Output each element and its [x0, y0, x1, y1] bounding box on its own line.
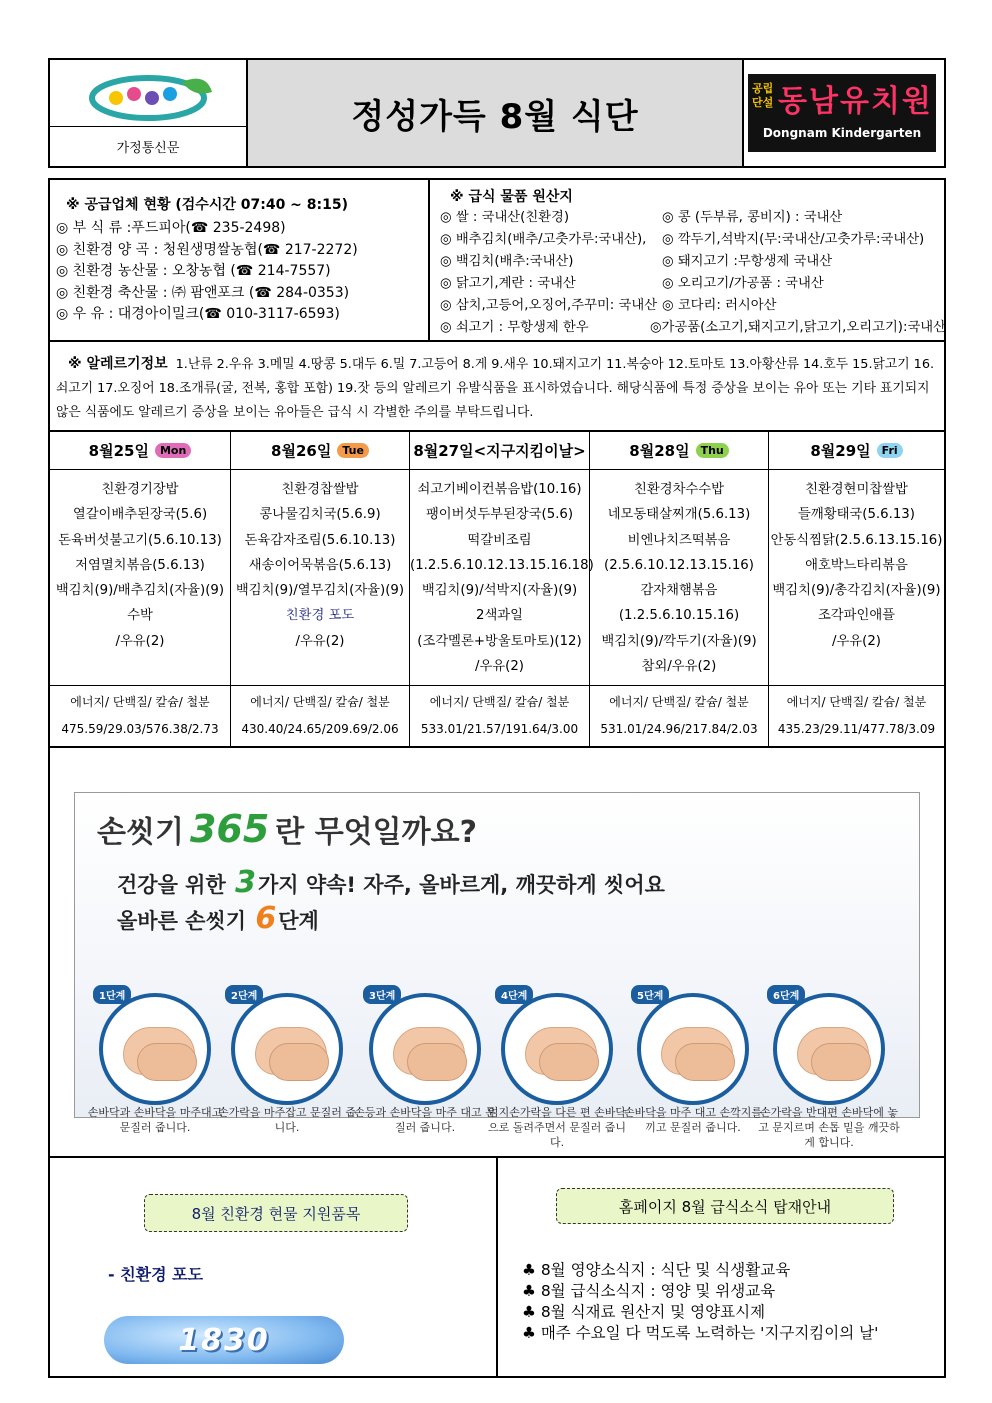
list-item: ♣ 8월 영양소식지 : 식단 및 식생활교육: [522, 1261, 791, 1279]
menu-items: [50, 470, 230, 686]
nutrition-info: [50, 686, 230, 743]
handwash-poster: [74, 792, 920, 1149]
origin-row: [440, 317, 946, 339]
origin-cell: ◎ 쇠고기 : 무항생제 한우: [440, 320, 589, 335]
menu-day-column: [769, 432, 944, 746]
menu-item: 백김치(9)/배추김치(자율)(9): [55, 583, 225, 599]
menu-items: [590, 470, 768, 686]
hands-icon: [369, 993, 481, 1105]
steps-title-text: 올바른 손씻기: [117, 909, 247, 933]
handwash-promise: [117, 865, 665, 900]
step-caption: 손바닥을 마주 대고 손깍지를 끼고 문질러 줍니다.: [623, 1106, 762, 1134]
hand-shape: [269, 1043, 329, 1081]
weekday-badge: Thu: [696, 443, 729, 458]
menu-date: 8월29일: [810, 442, 871, 460]
supplier-panel: [50, 180, 430, 340]
list-item: ♣ 매주 수요일 다 먹도록 노력하는 '지구지킴이의 날': [522, 1324, 879, 1342]
newsletter-label: 가정통신문: [50, 126, 246, 166]
nutrition-info: [231, 686, 409, 743]
origin-cell: ◎ 돼지고기 :무항생제 국내산: [662, 254, 833, 269]
origin-cell: ◎ 삼치,고등어,오징어,주꾸미: 국내산: [440, 298, 658, 313]
menu-items: [769, 470, 944, 686]
supplier-row: ◎ 친환경 양 곡 : 청원생명쌀농협(☎ 217-2272): [56, 241, 358, 258]
origin-cell: ◎ 배추김치(배추/고춧가루:국내산),: [440, 232, 647, 247]
menu-item: 조각파인애플: [817, 608, 896, 624]
menu-date: 8월27일<지구지킴이날>: [413, 442, 586, 460]
hands-icon: [99, 993, 211, 1105]
menu-item: 네모동태살찌개(5.6.13): [607, 507, 751, 523]
nutrition-info: [769, 686, 944, 743]
nutrition-values: 435.23/29.11/477.78/3.09: [777, 722, 936, 736]
kindergarten-logo: [748, 74, 936, 152]
nutrition-label: 에너지/ 단백질/ 칼슘/ 철분: [429, 695, 570, 709]
allergy-text: 1.난류 2.우유 3.메밀 4.땅콩 5.대두 6.밀 7.고등어 8.게 9.새우 10.돼지고기 11.복숭아 12.토마토 13.아황산류 14.호두 15.닭고기 16.쇠고기 17.오징어 18.조개류(굴, 전복, 홍합 포함) 19.잣 등의 알레르기 유발식품을 표시하였습니다. 해당식품에 특정 증상을 보이는 유아 또는 기타 표기되지 않은 식품에도 알레르기 증상을 보이는 유아들은 급식 시 각별한 주의를 부탁드립니다.: [56, 357, 935, 420]
handwash-headline: [97, 807, 477, 851]
page-title: 정성가득 8월 식단: [248, 60, 744, 166]
menu-item: 친환경찹쌀밥: [281, 482, 359, 497]
supplier-row: ◎ 우 유 : 대경아이밀크(☎ 010-3117-6593): [56, 306, 340, 322]
list-item: ♣ 8월 식재료 원산지 및 영양표시제: [522, 1303, 766, 1321]
menu-day-header: [231, 432, 409, 470]
menu-item: 친환경차수수밥: [634, 482, 724, 497]
promise-text: 건강을 위한: [117, 873, 226, 897]
menu-day-header: [590, 432, 768, 470]
step-tag: 1단계: [93, 985, 131, 1004]
menu-item: /우유(2): [295, 633, 345, 649]
menu-item: 애호박느타리볶음: [805, 557, 908, 573]
school-emblem-cell: [50, 60, 248, 166]
kindergarten-name-en: Dongnam Kindergarten: [762, 126, 922, 140]
origin-row: [440, 207, 946, 229]
menu-item: 쇠고기베이컨볶음밥(10.16): [417, 482, 582, 497]
list-item: ♣ 8월 급식소식지 : 영양 및 위생교육: [522, 1282, 776, 1300]
menu-items: [231, 470, 409, 686]
weekday-badge: Fri: [877, 443, 903, 458]
menu-item: 친환경현미찹쌀밥: [805, 482, 908, 497]
step-caption: 엄지손가락을 다른 편 손바닥으로 돌려주면서 문질러 줍니다.: [487, 1106, 626, 1149]
header: [48, 58, 946, 168]
menu-item: 들깨황태국(5.6.13): [798, 507, 915, 523]
step-tag: 5단계: [631, 985, 669, 1004]
info-section: [48, 178, 946, 340]
menu-item: 친환경 포도: [285, 608, 355, 624]
step-caption: 손바닥과 손바닥을 마주대고 문질러 줍니다.: [87, 1106, 223, 1134]
nutrition-info: [590, 686, 768, 743]
menu-day-column: [590, 432, 769, 746]
headline-text: 손씻기: [97, 815, 184, 850]
homepage-notice-panel: [500, 1158, 946, 1376]
supplier-row: ◎ 친환경 농산물 : 오창농협 (☎ 214-7557): [56, 263, 331, 279]
school-emblem-icon: [86, 68, 216, 124]
eco-support-panel: [50, 1158, 498, 1376]
handwash-step: [487, 991, 626, 1149]
menu-item: (조각멜론+방울토마토)(12): [417, 633, 582, 649]
menu-item: 감자채햄볶음: [640, 583, 718, 599]
menu-item: 2색과일: [476, 608, 523, 624]
menu-item: 떡갈비조림: [467, 532, 532, 548]
nutrition-values: 430.40/24.65/209.69/2.06: [241, 722, 399, 736]
nutrition-values: 533.01/21.57/191.64/3.00: [420, 722, 579, 736]
handwash-section: [48, 746, 946, 1156]
supplier-row: ◎ 부 식 류 :푸드피아(☎ 235-2498): [56, 220, 286, 236]
menu-item: /우유(2): [831, 633, 881, 649]
menu-item: /우유(2): [474, 659, 524, 675]
menu-day-header: [769, 432, 944, 470]
hand-shape: [137, 1043, 197, 1081]
step-caption: 손등과 손바닥을 마주 대고 문질러 줍니다.: [354, 1106, 496, 1134]
handwash-step: [217, 991, 356, 1134]
menu-day-column: [231, 432, 410, 746]
supplier-row: ◎ 친환경 축산물 : ㈜ 팜앤포크 (☎ 284-0353): [56, 284, 350, 301]
nutrition-values: 531.01/24.96/217.84/2.03: [600, 722, 758, 736]
menu-item: 열갈이배추된장국(5.6): [72, 507, 208, 523]
homepage-notice-title: 홈페이지 8월 급식소식 탑재안내: [556, 1188, 894, 1224]
badge-text: 1830: [178, 1322, 270, 1358]
menu-item: /우유(2): [115, 633, 165, 649]
weekday-badge: Tue: [337, 443, 369, 458]
handwash-step: [87, 991, 223, 1134]
menu-item: 백김치(9)/열무김치(자율)(9): [235, 583, 405, 599]
menu-item: 저염멸치볶음(5.6.13): [75, 557, 205, 573]
hand-shape: [407, 1043, 467, 1081]
nutrition-info: [410, 686, 589, 743]
menu-item: 수박: [127, 608, 153, 624]
menu-item: 안동식찜닭(2.5.6.13.15.16): [770, 532, 943, 548]
nutrition-label: 에너지/ 단백질/ 칼슘/ 철분: [786, 695, 927, 709]
weekday-badge: Mon: [155, 443, 191, 458]
hand-shape: [811, 1043, 871, 1081]
menu-date: 8월25일: [88, 442, 149, 460]
origin-cell: ◎가공품(소고기,돼지고기,닭고기,오리고기):국내산: [649, 320, 946, 335]
menu-day-header: [50, 432, 230, 470]
handwash-1830-badge: [104, 1316, 344, 1364]
nutrition-label: 에너지/ 단백질/ 칼슘/ 철분: [70, 695, 210, 709]
hand-shape: [539, 1043, 599, 1081]
origin-cell: ◎ 쌀 : 국내산(친환경): [440, 210, 570, 225]
menu-item: 팽이버섯두부된장국(5.6): [425, 507, 574, 523]
step-tag: 3단계: [363, 985, 401, 1004]
hands-icon: [637, 993, 749, 1105]
headline-365: 365: [189, 807, 270, 851]
origin-row: [440, 229, 946, 251]
origin-cell: ◎ 오리고기/가공품 : 국내산: [662, 276, 824, 291]
handwash-step: [623, 991, 762, 1134]
homepage-notice-list: [522, 1260, 878, 1344]
bottom-section: [48, 1156, 946, 1378]
menu-item: 돈육버섯불고기(5.6.10.13): [58, 532, 222, 548]
menu-item: 돈육감자조림(5.6.10.13): [244, 532, 396, 548]
step-tag: 2단계: [225, 985, 263, 1004]
allergy-title: ※ 알레르기정보: [68, 356, 168, 372]
origin-row: [440, 273, 946, 295]
menu-date: 8월28일: [629, 442, 690, 460]
menu-item: (1.2.5.6.10.15.16): [618, 608, 740, 624]
menu-item: 백김치(9)/깍두기(자율)(9): [601, 633, 757, 649]
menu-item: 콩나물김치국(5.6.9): [259, 507, 381, 523]
menu-item: 비엔나치즈떡볶음: [627, 532, 731, 548]
origin-row: [440, 251, 946, 273]
origin-cell: ◎ 코다리: 러시아산: [662, 298, 777, 313]
eco-support-item: - 친환경 포도: [108, 1265, 204, 1284]
step-tag: 4단계: [495, 985, 533, 1004]
step-caption: 손가락을 마주잡고 문질러 줍니다.: [217, 1106, 356, 1134]
menu-date: 8월26일: [271, 442, 332, 460]
nutrition-label: 에너지/ 단백질/ 칼슘/ 철분: [250, 695, 390, 709]
hands-icon: [773, 993, 885, 1105]
kindergarten-prefix: 공립단설: [752, 82, 774, 109]
handwash-step: [354, 991, 496, 1134]
step-tag: 6단계: [767, 985, 805, 1004]
menu-day-header: [410, 432, 589, 470]
origin-cell: ◎ 백김치(배추:국내산): [440, 254, 574, 269]
origin-title: ※ 급식 물품 원산지: [450, 189, 573, 205]
menu-item: 참외/우유(2): [641, 659, 717, 675]
hands-icon: [231, 993, 343, 1105]
menu-item: (1.2.5.6.10.12.13.15.16.18): [410, 557, 594, 573]
menu-item: 새송이어묵볶음(5.6.13): [248, 557, 392, 573]
eco-support-title: 8월 친환경 현물 지원품목: [144, 1194, 408, 1232]
menu-item: (2.5.6.10.12.13.15.16): [604, 557, 754, 573]
nutrition-label: 에너지/ 단백질/ 칼슘/ 철분: [609, 695, 749, 709]
menu-item: 백김치(9)/석박지(자율)(9): [421, 583, 578, 599]
handwash-steps-title: [117, 901, 319, 936]
nutrition-values: 475.59/29.03/576.38/2.73: [61, 722, 219, 736]
hands-icon: [501, 993, 613, 1105]
steps-title-text: 단계: [278, 909, 319, 933]
allergy-info: [48, 340, 946, 430]
supplier-title: ※ 공급업체 현황 (검수시간 07:40 ~ 8:15): [66, 197, 349, 213]
origin-cell: ◎ 콩 (두부류, 콩비지) : 국내산: [662, 210, 843, 225]
hand-shape: [675, 1043, 735, 1081]
kindergarten-name: 동남유치원: [778, 84, 933, 119]
origin-row: [440, 295, 946, 317]
menu-item: 백김치(9)/총각김치(자율)(9): [772, 583, 941, 599]
promise-number: 3: [235, 865, 256, 900]
menu-items: [410, 470, 594, 686]
menu-table: [48, 430, 946, 746]
origin-cell: ◎ 깍두기,석박지(무:국내산/고춧가루:국내산): [662, 232, 925, 247]
origin-cell: ◎ 닭고기,계란 : 국내산: [440, 276, 576, 291]
steps-number: 6: [255, 901, 277, 936]
headline-text: 란 무엇일까요?: [275, 815, 478, 850]
menu-day-column: [410, 432, 594, 746]
origin-panel: [432, 180, 946, 340]
menu-item: 친환경기장밥: [101, 482, 179, 497]
step-caption: 손가락을 반대편 손바닥에 놓고 문지르며 손톱 밑을 깨끗하게 합니다.: [758, 1106, 900, 1149]
menu-day-column: [50, 432, 231, 746]
handwash-step: [758, 991, 900, 1149]
promise-text: 가지 약속! 자주, 올바르게, 깨끗하게 씻어요: [257, 873, 665, 897]
